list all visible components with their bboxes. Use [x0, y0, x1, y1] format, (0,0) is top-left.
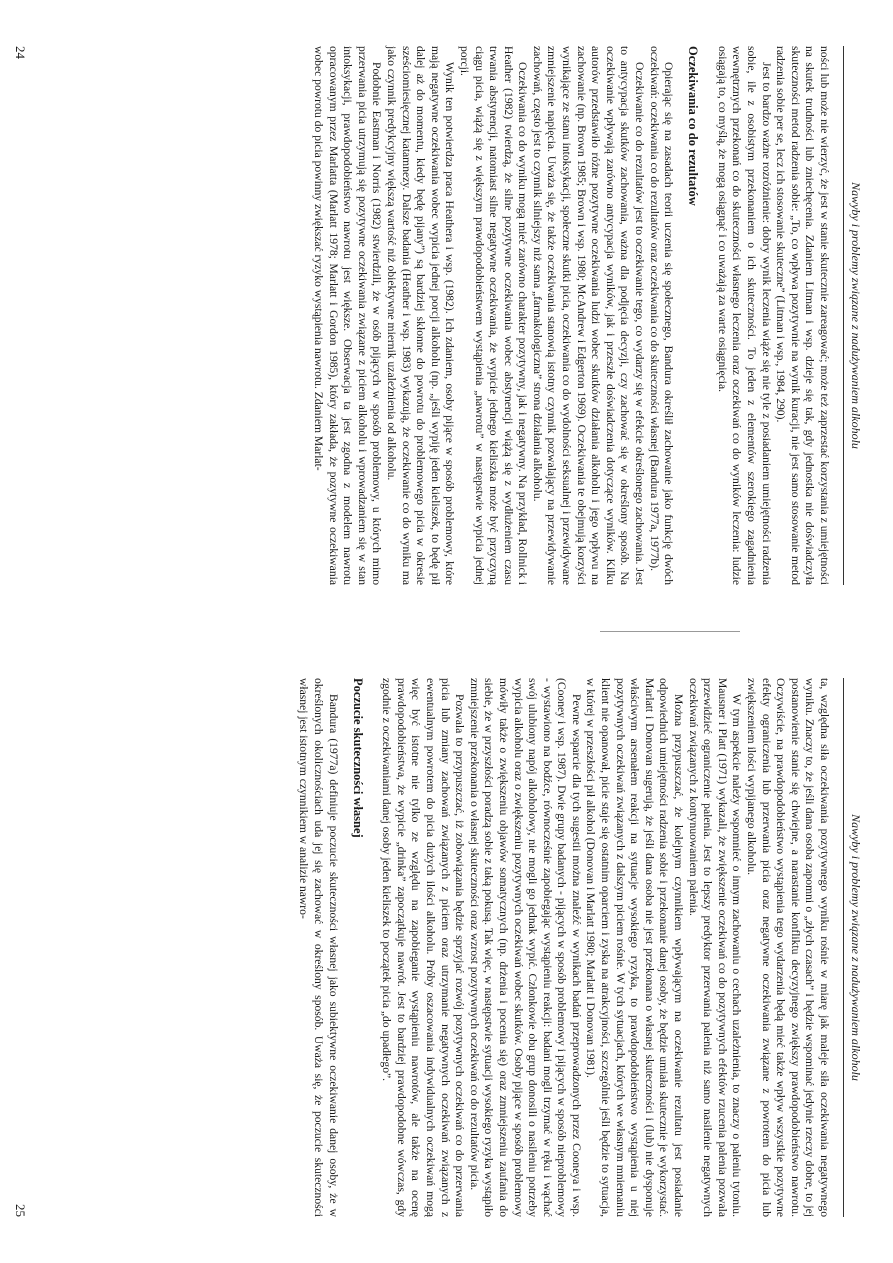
page-24 — [0, 0, 893, 631]
paragraph: Jest to bardzo ważne rozróżnienie: dobry wynik leczenia wiąże się nie tyle z posiadaniem umiejętności radzenia sobie, ile z osobistym przekonaniem o ich skuteczności. To jeden z elementów szerokiego zagadnienia wewnętrznych przekonań co do skuteczności własnego leczenia oraz oczekiwań co do wyników leczenia: ludzie osiągają to, co myślą, że mogą osiągnąć i co uważają za warte osiągnięcia. — [715, 46, 773, 585]
paragraph: Opierając się na zasadach teorii uczenia się społecznego, Bandura określił zachowanie jako funkcję dwóch oczekiwań: oczekiwania co do rezultatów oraz oczekiwania co do skuteczności własnej (Bandura 1977a, 1977b). — [647, 46, 676, 585]
running-head: Nawyby i problemy związane z nadużywaniem alkoholu — [849, 182, 863, 449]
paragraph: Bandura (1977a) definiuje poczucie skuteczności własnej jako subiektywne oczekiwanie danej osoby, że w określonych okolicznościach uda jej się zachować w określony sposób. Uważa się, że poczucie skuteczności własnej jest istotnym czynnikiem w analizie nawro- — [297, 678, 340, 1217]
paragraph: ności lub może nie wierzyć, że jest w stanie skutecznie zareagować; może też zaprzestać korzystania z umiejętności na skutek trudności lub zniechęcenia. Zdaniem Litman i wsp. dzieje się tak, gdy jednostka nie doświadczyła skuteczności metod radzenia sobie: „To, co wpływa pozytywnie na wynik kuracji, nie jest samo stosowanie metod radzenia sobie per se, lecz ich stosowanie skuteczne” (Litman i wsp., 1984, 290). — [774, 46, 831, 585]
page-25-container — [0, 632, 893, 1263]
section-heading: Poczucie skuteczności własnej — [350, 678, 365, 838]
page-25-body — [296, 678, 831, 1217]
paragraph: ta, względna siła oczekiwania pozytywnego wyniku rośnie w miarę jak maleje siła oczekiwania negatywnego wyniku. Znaczy to, że jeśli dana osoba zapomni o „złych czasach” i będzie wspominać jedynie rzeczy dobre, to jej postanowienie stanie się chwiejne, a narastanie konfliktu decyzyjnego zwiększy prawdopodobieństwo nawrotu. Oczywiście, na prawdopodobieństwo wystąpienia tego wydarzenia będą mieć także wpływ wszystkie pozytywne efekty ograniczenia lub przerwania picia oraz negatywne oczekiwania związane z powrotem do picia lub zwiększeniem ilości wypijanego alkoholu. — [745, 678, 831, 1217]
paragraph: Podobnie Eastman i Norris (1982) stwierdzili, że w osób pijących w sposób problemowy, u których mimo przerwania picia utrzymują się pozytywne oczekiwania związane z piciem alkoholu i wprowadzaniem się w stan intoksykacji, prawdopodobieństwo nawrotu jest większe. Obserwacja ta jest zgodna z modelem nawrotu opracowanym przez Marlatta (Marlatt 1978; Marlatt i Gordon 1985), który zakłada, że pozytywne oczekiwania wobec powrotu do picia powinny zwiększać ryzyko wystąpienia nawrotu. Zdaniem Marlat- — [312, 46, 384, 585]
header-rule — [843, 46, 844, 585]
paragraph: Pozwala to przypuszczać, iż zobowiązania będzie sprzyjać rozwój pozytywnych oczekiwań co do przerwania picia lub zmiany zachowań związanych z piciem oraz utrzymanie negatywnych oczekiwań związanych z ewentualnym powrotem do picia dużych ilości alkoholu. Próby oszacowania indywidualnych oczekiwań mogą więc być istotne nie tylko ze względu na zapobieganie wystąpieniu nawrotów, ale także na ocenę prawdopodobieństwa, że wypicie „drinka” zapoczątkuje nawrót. Jest to bardziej prawdopodobne wówczas, gdy zgodnie z oczekiwaniami danej osoby jeden kieliszek to początek picia „do upadłego”. — [380, 678, 467, 1217]
paragraph: Pewne wsparcie dla tych sugestii można znaleźć w wynikach badań przeprowadzonych przez Cooneya i wsp. (Cooney i wsp. 1987). Dwie grupy badanych - pijących w sposób problemowy i pijących w sposób nieproblemowy - wystawiono na bodźce, równocześnie zapobiegając wystąpieniu reakcji: badani mogli trzymać w ręku i wąchać swój ulubiony napój alkoholowy, nie mogli go jednak wypić. Członkowie obu grup donosili o nasileniu potrzeby wypicia alkoholu oraz o zwiększeniu pozytywnych oczekiwań wobec skutków. Osoby pijące w sposób problemowy mówiły także o zwiększeniu objawów somatycznych (np. drżenia i pocenia się) oraz zmniejszeniu zaufania do siebie, że w przyszłości poradzą sobie z taką pokusą. Tak więc, w następstwie sytuacji wysokiego ryzyka wystąpiło zmniejszenie przekonania o własnej skuteczności oraz wzrost pozytywnych oczekiwań co do rezultatów picia. — [467, 678, 583, 1217]
page-number: 24 — [13, 46, 28, 59]
page-24-body — [310, 46, 831, 585]
page-number: 25 — [13, 1204, 28, 1217]
section-heading: Oczekiwania co do rezultatów — [686, 46, 701, 206]
paragraph: Oczekiwanie co do rezultatów jest to oczekiwanie tego, co wydarzy się w efekcie określonego zachowania. Jest to antycypacja skutków zachowania, ważna dla podjęcia decyzji, czy zachować się w określony sposób. Na oczekiwanie wpływają zarówno antycypacja wyników, jak i przeszłe doświadczenia dotyczące wyników. Kilku autorów przedstawiło różne pozytywne oczekiwania ludzi wobec skutków działania alkoholu i jego wpływu na zachowanie (np. Brown 1985; Brown i wsp. 1980; McAndrew i Edgerton 1969). Oczekiwania te obejmują korzyści wynikające ze stanu intoksykacji, społeczne skutki picia, oczekiwania co do wydolności seksualnej i przewidywane zmniejszenie napięcia. Uważa się, że także oczekiwania stanowią istotny czynnik pozwalający na przewidywanie zachowań, często jest to czynnik silniejszy niż sama „farmakologiczna” strona działania alkoholu. — [530, 46, 647, 585]
running-head: Nawyby i problemy związane z nadużywaniem alkoholu — [849, 814, 863, 1081]
header-rule — [843, 678, 844, 1217]
paragraph: Można przypuszczać, że kolejnym czynnikiem wpływającym na oczekiwanie rezultatu jest posiadanie odpowiednich umiejętności radzenia sobie i przekonanie danej osoby, że będzie umiała skutecznie je wykorzystać. Marlatt i Donovan sugerują, że jeśli dana osoba nie jest przekonana o własnej skuteczności i (lub) nie dysponuje właściwym arsenałem reakcji na sytuacje wysokiego ryzyka, to prawdopodobieństwo wystąpienia u niej pozytywnych oczekiwań związanych z dalszym piciem rośnie. W tych sytuacjach, których we własnym mniemaniu klient nie opanował, picie staje się ostatnim oparciem i zyska na atrakcyjności, szczególnie jeśli będzie to sytuacja, w której w przeszłości pił alkohol (Donovan i Marlatt 1980; Marlatt i Donovan 1981). — [584, 678, 686, 1217]
paragraph: Wynik ten potwierdza praca Heathera i wsp. (1982). Ich zdaniem, osoby pijące w sposób problemowy, które mają negatywne oczekiwania wobec wypicia jednej porcji alkoholu (np. „jeśli wypiję jeden kieliszek, to będę pił dalej aż do momentu, kiedy będę pijany”) są bardziej skłonne do powrotu do problemowego picia w okresie sześciomiesięcznej katamnezy. Dalsze badania (Heather i wsp. 1983) wykazują, że oczekiwanie co do wyniku ma jako czynnik predykcyjny większą wartość niż obiektywne miernik uzależnienia od alkoholu. — [384, 46, 457, 585]
page-25 — [0, 632, 893, 1263]
paragraph: W tym aspekcie należy wspomnieć o innym zachowaniu o cechach uzależnienia, to znaczy o paleniu tytoniu. Mausner i Platt (1971) wykazali, że zwiększenie oczekiwań co do pozytywnych efektów rzucenia palenia pozwala przewidzieć ograniczenie palenia. Jest to lepszy predyktor przerwania palenia niż samo nasilenie negatywnych oczekiwań związanych z kontynuowaniem palenia. — [686, 678, 744, 1217]
paragraph: Oczekiwania co do wyniku mogą mieć zarówno charakter pozytywny, jak i negatywny. Na przykład, Rollnick i Heather (1982) twierdzą, że silne pozytywne oczekiwania wobec abstynencji wiążą się z wydłużeniem czasu trwania abstynencji, natomiast silne negatywne oczekiwania, że wypicie jednego kieliszka może być przyczyną ciągu picia, wiążą się z większym prawdopodobieństwem wystąpienia „nawrotu” w następstwie wypicia jednej porcji. — [457, 46, 530, 585]
page-24-container — [0, 0, 893, 631]
